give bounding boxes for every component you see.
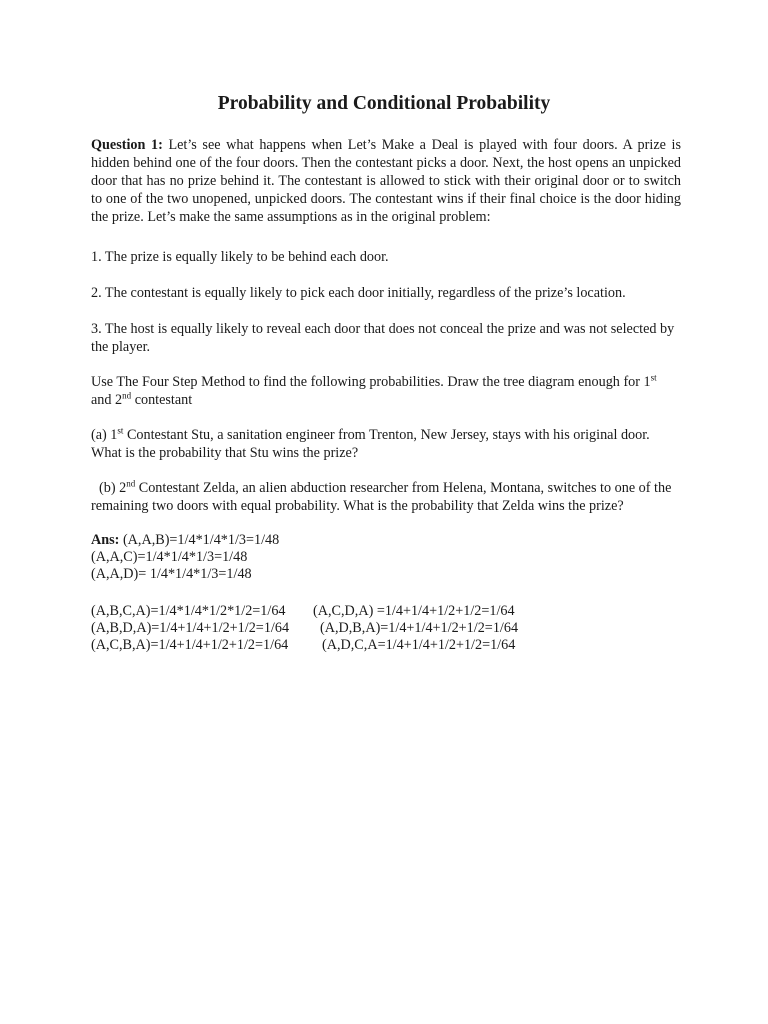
answer-b-row-2-left: (A,B,D,A)=1/4+1/4+1/2+1/2=1/64 (91, 620, 290, 636)
question-1-label: Question 1: (91, 137, 163, 153)
answer-a-line-1: (A,A,B)=1/4*1/4*1/3=1/48 (122, 532, 280, 548)
answer-b-row-1-right: (A,C,D,A) =1/4+1/4+1/2+1/2=1/64 (313, 603, 515, 619)
part-a-sup: st (117, 425, 124, 436)
part-b-prefix: (b) 2 (99, 480, 127, 496)
instruction-paragraph (91, 373, 681, 409)
part-b-sup: nd (126, 478, 136, 489)
answer-line-1 (91, 532, 279, 549)
assumption-3: 3. The host is equally likely to reveal each door that does not conceal the prize and was not selected by the player. (91, 321, 675, 355)
instruction-text-1: Use The Four Step Method to find the following probabilities. Draw the tree diagram enough for 1 (91, 374, 651, 390)
answer-a-line-2: (A,A,C)=1/4*1/4*1/3=1/48 (91, 549, 248, 565)
answer-a-line-3: (A,A,D)= 1/4*1/4*1/3=1/48 (91, 566, 252, 582)
answer-b-row-3-right: (A,D,C,A=1/4+1/4+1/2+1/2=1/64 (322, 637, 516, 653)
answer-label: Ans: (91, 532, 120, 548)
answer-b-row-1-left: (A,B,C,A)=1/4*1/4*1/2*1/2=1/64 (91, 603, 286, 619)
instruction-sup-2: nd (122, 390, 132, 401)
assumption-2: 2. The contestant is equally likely to pick each door initially, regardless of the prize’s location. (91, 285, 626, 301)
part-b-text: Contestant Zelda, an alien abduction researcher from Helena, Montana, switches to one of the remaining two doors with equal probability. What is the probability that Zelda wins the prize? (91, 480, 672, 514)
part-a-prefix: (a) 1 (91, 427, 118, 443)
answer-b-row-3-left: (A,C,B,A)=1/4+1/4+1/2+1/2=1/64 (91, 637, 289, 653)
assumption-1: 1. The prize is equally likely to be behind each door. (91, 249, 389, 265)
instruction-text-3: contestant (131, 392, 193, 408)
question-1-paragraph (91, 136, 681, 226)
instruction-sup-1: st (650, 372, 657, 383)
document-title: Probability and Conditional Probability (217, 93, 551, 114)
question-1-text: Let’s see what happens when Let’s Make a Deal is played with four doors. A prize is hidden behind one of the four doors. Then the contestant picks a door. Next, the host opens an unpicked door that has no prize behind it. The contestant is allowed to stick with their original door or to switch to one of the two unopened, unpicked doors. The contestant wins if their final choice is the door hiding the prize. Let’s make the same assumptions as in the original problem: (91, 137, 681, 225)
part-a-paragraph (91, 426, 681, 462)
part-b-paragraph (91, 479, 681, 515)
answer-b-row-2-right: (A,D,B,A)=1/4+1/4+1/2+1/2=1/64 (320, 620, 519, 636)
part-a-text: Contestant Stu, a sanitation engineer from Trenton, New Jersey, stays with his original door. What is the probability that Stu wins the prize? (91, 427, 650, 461)
instruction-text-2: and 2 (91, 392, 123, 408)
